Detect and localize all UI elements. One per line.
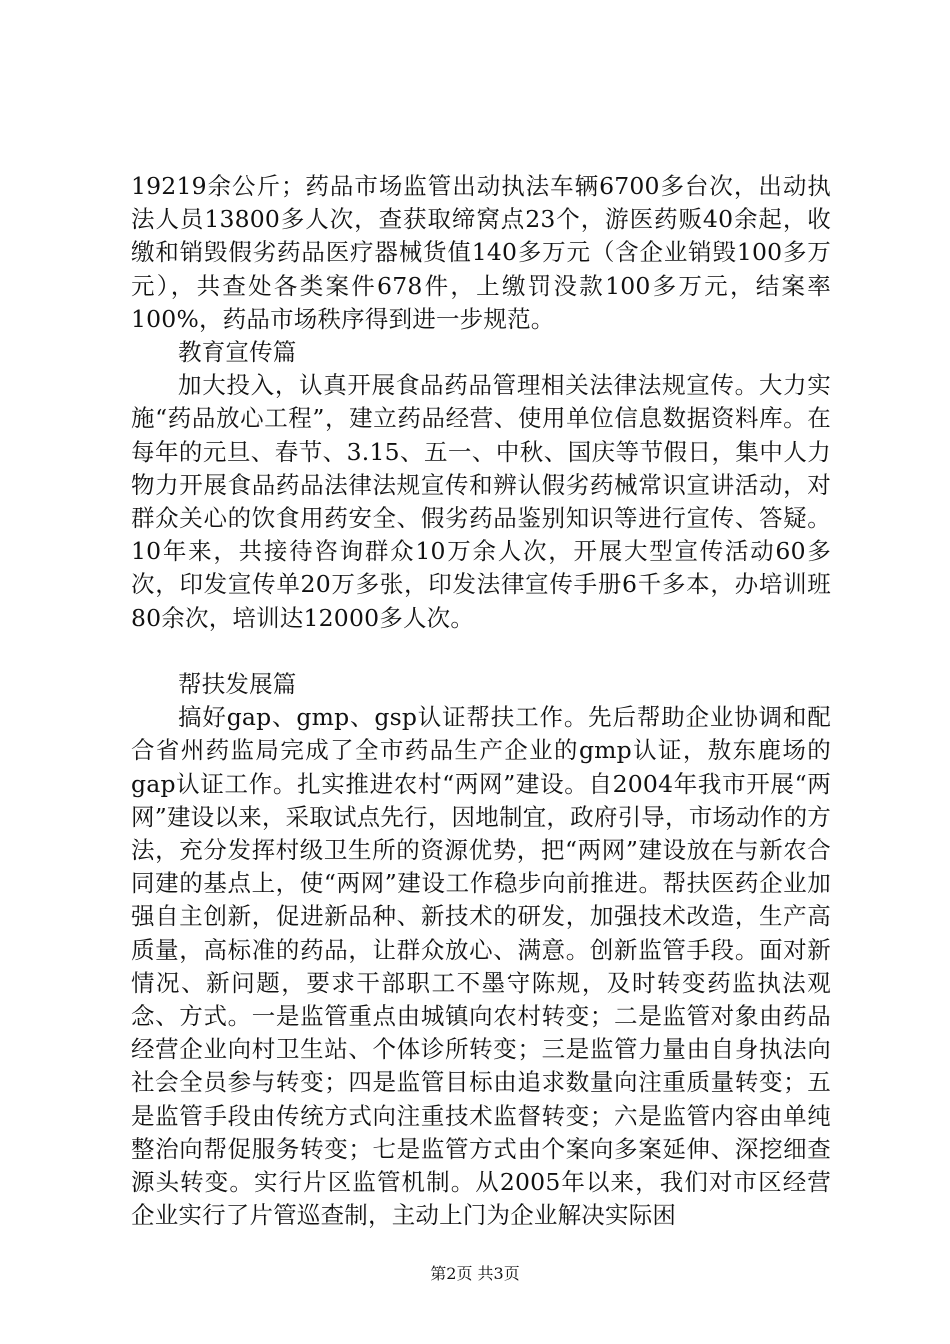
page-footer: 第2页 共3页 xyxy=(430,1264,520,1283)
paragraph-enforcement-stats: 19219余公斤；药品市场监管出动执法车辆6700多台次，出动执法人员13800多人次，查获取缔窝点23个，游医药贩40余起，收缴和销毁假劣药品医疗器械货值140多万元（含企业销毁100多万元），共查处各类案件678件，上缴罚没款100多万元，结案率100%，药品市场秩序得到进一步规范。 xyxy=(131,172,831,333)
section-heading-support: 帮扶发展篇 xyxy=(178,670,297,699)
paragraph-education: 加大投入，认真开展食品药品管理相关法律法规宣传。大力实施“药品放心工程”，建立药品经营、使用单位信息数据资料库。在每年的元旦、春节、3.15、五一、中秋、国庆等节假日，集中人力物力开展食品药品法律法规宣传和辨认假劣药械常识宣讲活动，对群众关心的饮食用药安全、假劣药品鉴别知识等进行宣传、答疑。10年来，共接待咨询群众10万余人次，开展大型宣传活动60多次，印发宣传单20万多张，印发法律宣传手册6千多本，办培训班80余次，培训达12000多人次。 xyxy=(131,371,831,632)
section-heading-education: 教育宣传篇 xyxy=(178,338,297,367)
paragraph-support: 搞好gap、gmp、gsp认证帮扶工作。先后帮助企业协调和配合省州药监局完成了全市药品生产企业的gmp认证，敖东鹿场的gap认证工作。扎实推进农村“两网”建设。自2004年我市开展“两网”建设以来，采取试点先行，因地制宜，政府引导，市场动作的方法，充分发挥村级卫生所的资源优势，把“两网”建设放在与新农合同建的基点上，使“两网”建设工作稳步向前推进。帮扶医药企业加强自主创新，促进新品种、新技术的研发，加强技术改造，生产高质量，高标准的药品，让群众放心、满意。创新监管手段。面对新情况、新问题，要求干部职工不墨守陈规，及时转变药监执法观念、方式。一是监管重点由城镇向农村转变；二是监管对象由药品经营企业向村卫生站、个体诊所转变；三是监管力量由自身执法向社会全员参与转变；四是监管目标由追求数量向注重质量转变；五是监管手段由传统方式向注重技术监督转变；六是监管内容由单纯整治向帮促服务转变；七是监管方式由个案向多案延伸、深挖细查源头转变。实行片区监管机制。从2005年以来，我们对市区经营企业实行了片管巡查制，主动上门为企业解决实际困 xyxy=(131,703,831,1230)
blank-line xyxy=(131,635,831,668)
document-body xyxy=(131,170,831,1232)
